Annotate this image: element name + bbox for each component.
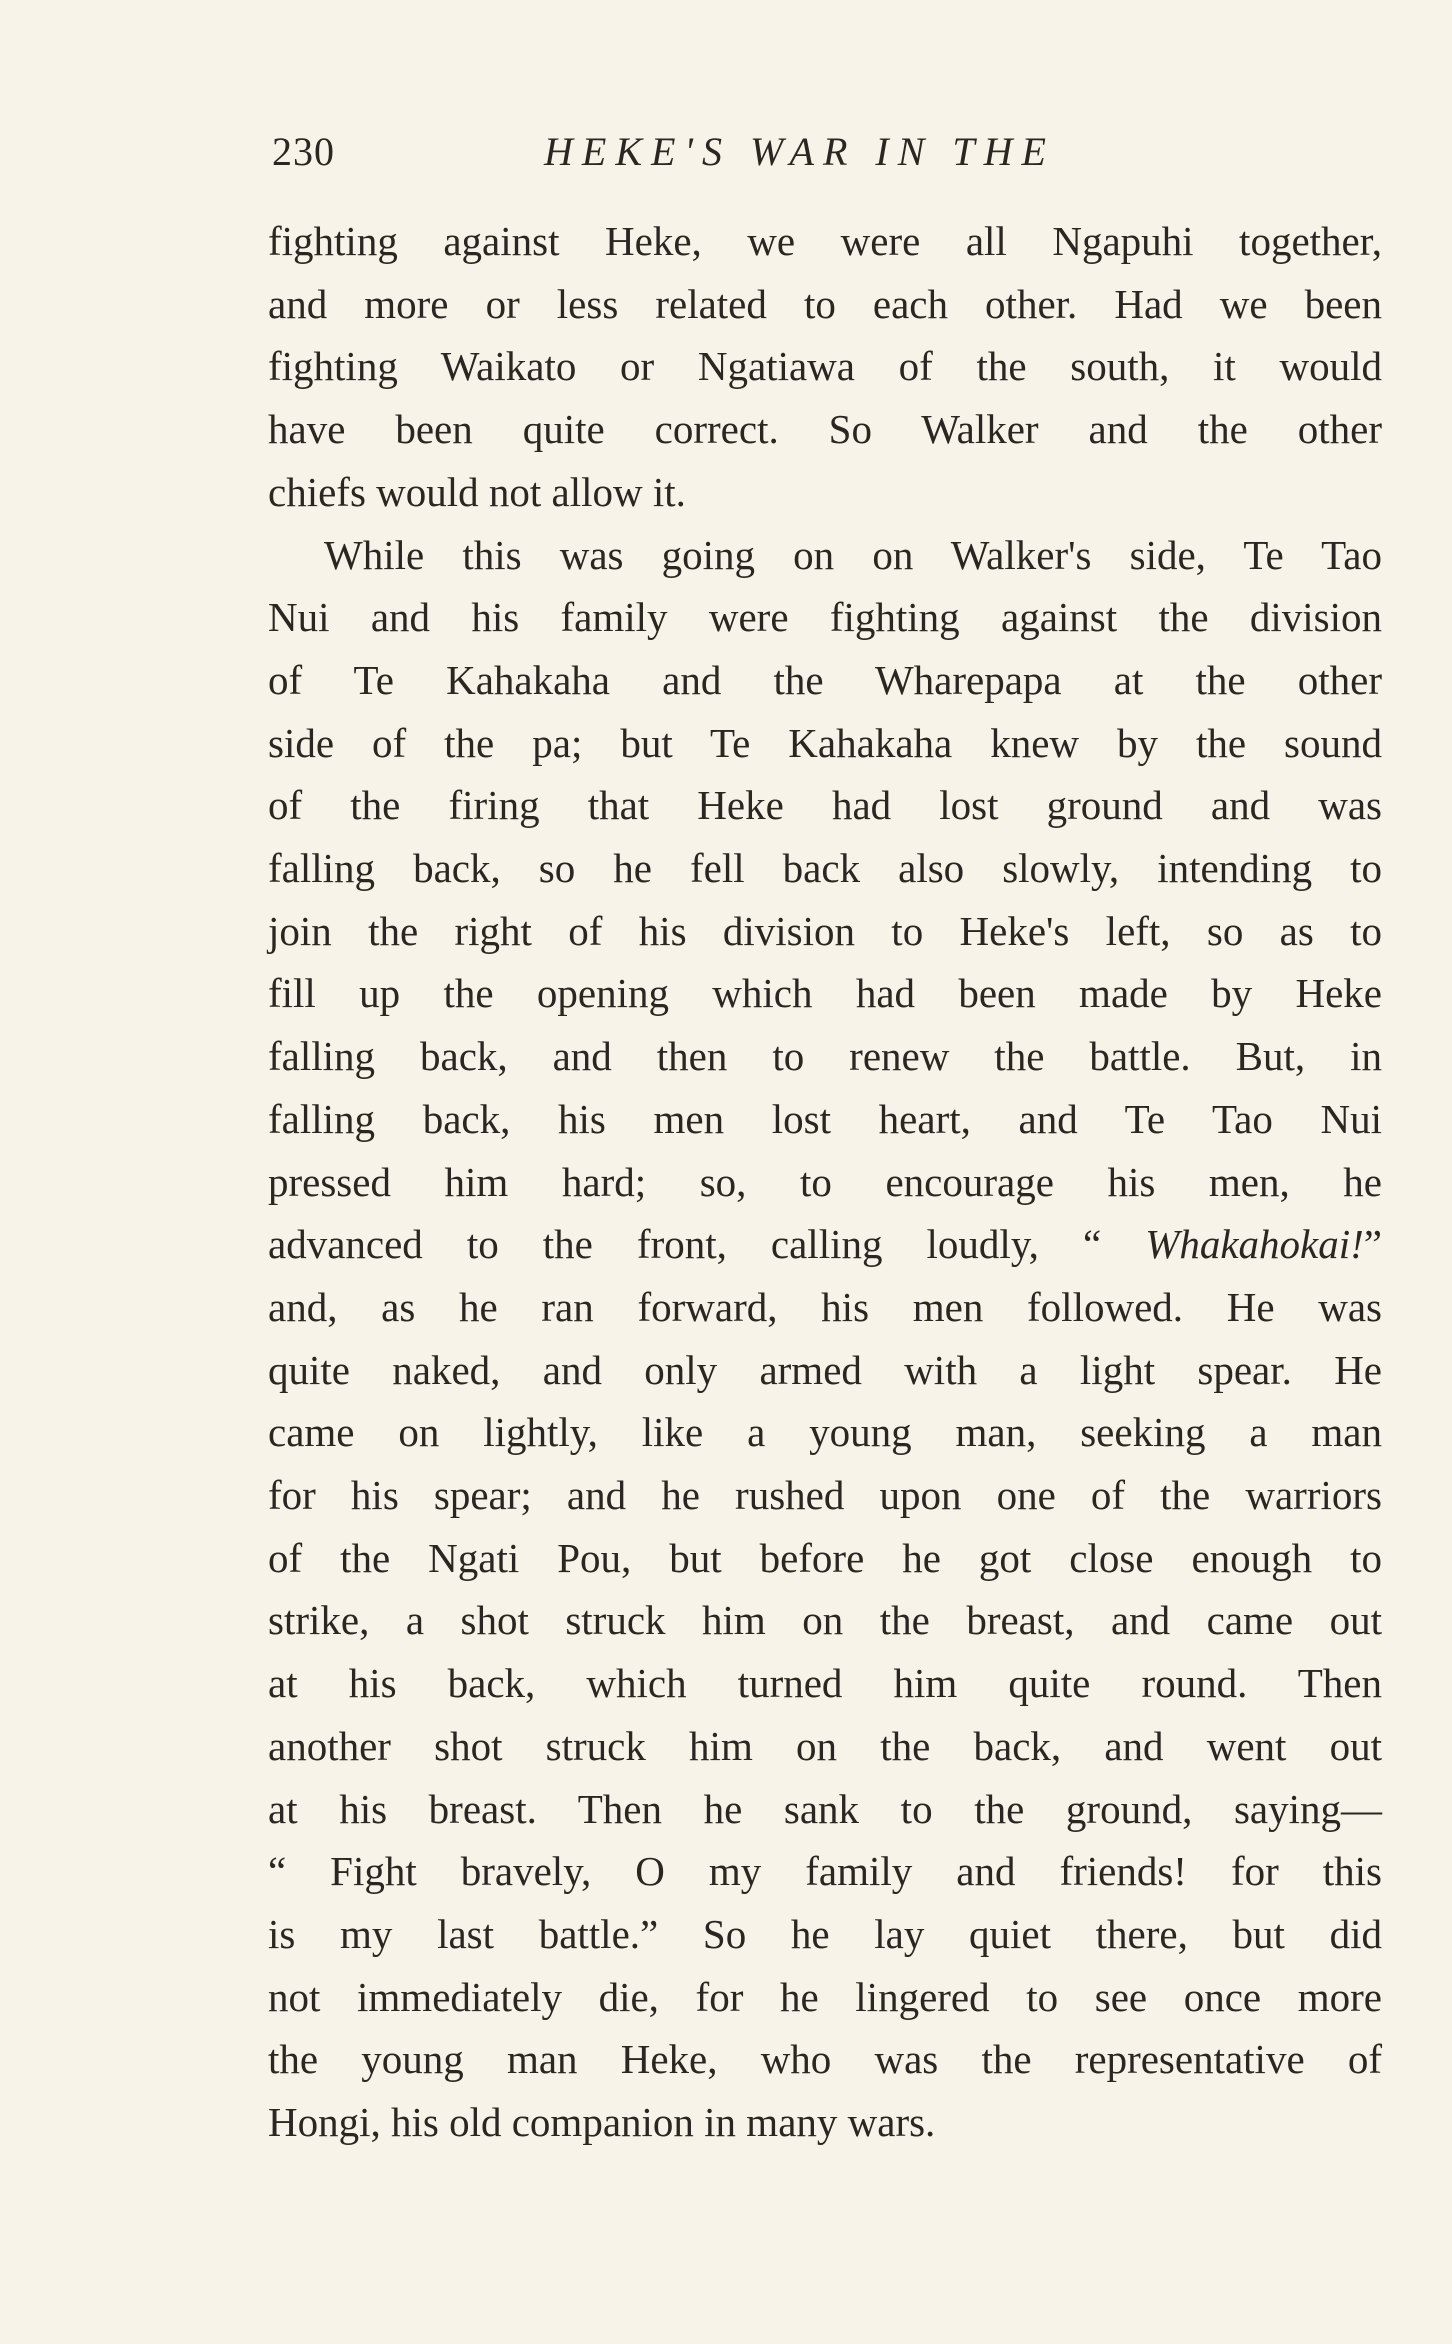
text-line: of Te Kahakaha and the Wharepapa at the other [268,656,1382,703]
text-line: fighting against Heke, we were all Ngapuhi together, [268,218,1382,264]
text-line: join the right of his division to Heke's left, so as to [268,907,1382,954]
text-line: side of the pa; but Te Kahakaha knew by the sound [268,719,1382,766]
text-line: falling back, so he fell back also slowly, intending to [268,845,1382,892]
text-line: the young man Heke, who was the representative of [268,2036,1382,2083]
text-line: is my last battle.” So he lay quiet there, but did [268,1910,1382,1957]
paragraph-1 [268,210,1382,524]
text-line: quite naked, and only armed with a light spear. He [268,1346,1382,1393]
text-line: falling back, and then to renew the battle. But, in [268,1033,1382,1080]
text-line: and more or less related to each other. Had we been [268,280,1382,327]
text-line: at his breast. Then he sank to the ground, saying— [268,1785,1382,1832]
page-header [272,128,1376,188]
paragraph-2 [268,524,1382,2154]
text-line: strike, a shot struck him on the breast, and came out [268,1597,1382,1644]
text-segment: ” [1363,1221,1382,1268]
text-segment: advanced to the front, calling loudly, “ [268,1221,1146,1268]
text-line: and, as he ran forward, his men followed. He was [268,1283,1382,1330]
text-line: fill up the opening which had been made by Heke [268,970,1382,1017]
italic-maori-word: Whakahokai! [1145,1221,1364,1268]
text-line: fighting Waikato or Ngatiawa of the south, it would [268,343,1382,390]
text-line: for his spear; and he rushed upon one of the warriors [268,1472,1382,1519]
text-line-with-italic [268,1213,1382,1276]
text-line: Nui and his family were fighting against the division [268,594,1382,641]
text-line: “ Fight bravely, O my family and friends! for this [268,1848,1382,1895]
text-line: pressed him hard; so, to encourage his men, he [268,1158,1382,1205]
text-line: have been quite correct. So Walker and the other [268,406,1382,453]
text-line: falling back, his men lost heart, and Te Tao Nui [268,1095,1382,1142]
page-number: 230 [272,129,335,174]
text-line: not immediately die, for he lingered to see once more [268,1973,1382,2020]
text-line: at his back, which turned him quite round. Then [268,1660,1382,1707]
text-line: Hongi, his old companion in many wars. [268,2099,936,2146]
text-line: of the firing that Heke had lost ground and was [268,782,1382,829]
body-text [268,210,1382,2154]
text-line: of the Ngati Pou, but before he got close enough to [268,1534,1382,1581]
text-line: chiefs would not allow it. [268,468,686,515]
text-line: came on lightly, like a young man, seeking a man [268,1409,1382,1456]
text-line: While this was going on on Walker's side, Te Tao [324,531,1382,578]
text-line: another shot struck him on the back, and went out [268,1722,1382,1769]
running-title: HEKE'S WAR IN THE [544,129,1055,174]
